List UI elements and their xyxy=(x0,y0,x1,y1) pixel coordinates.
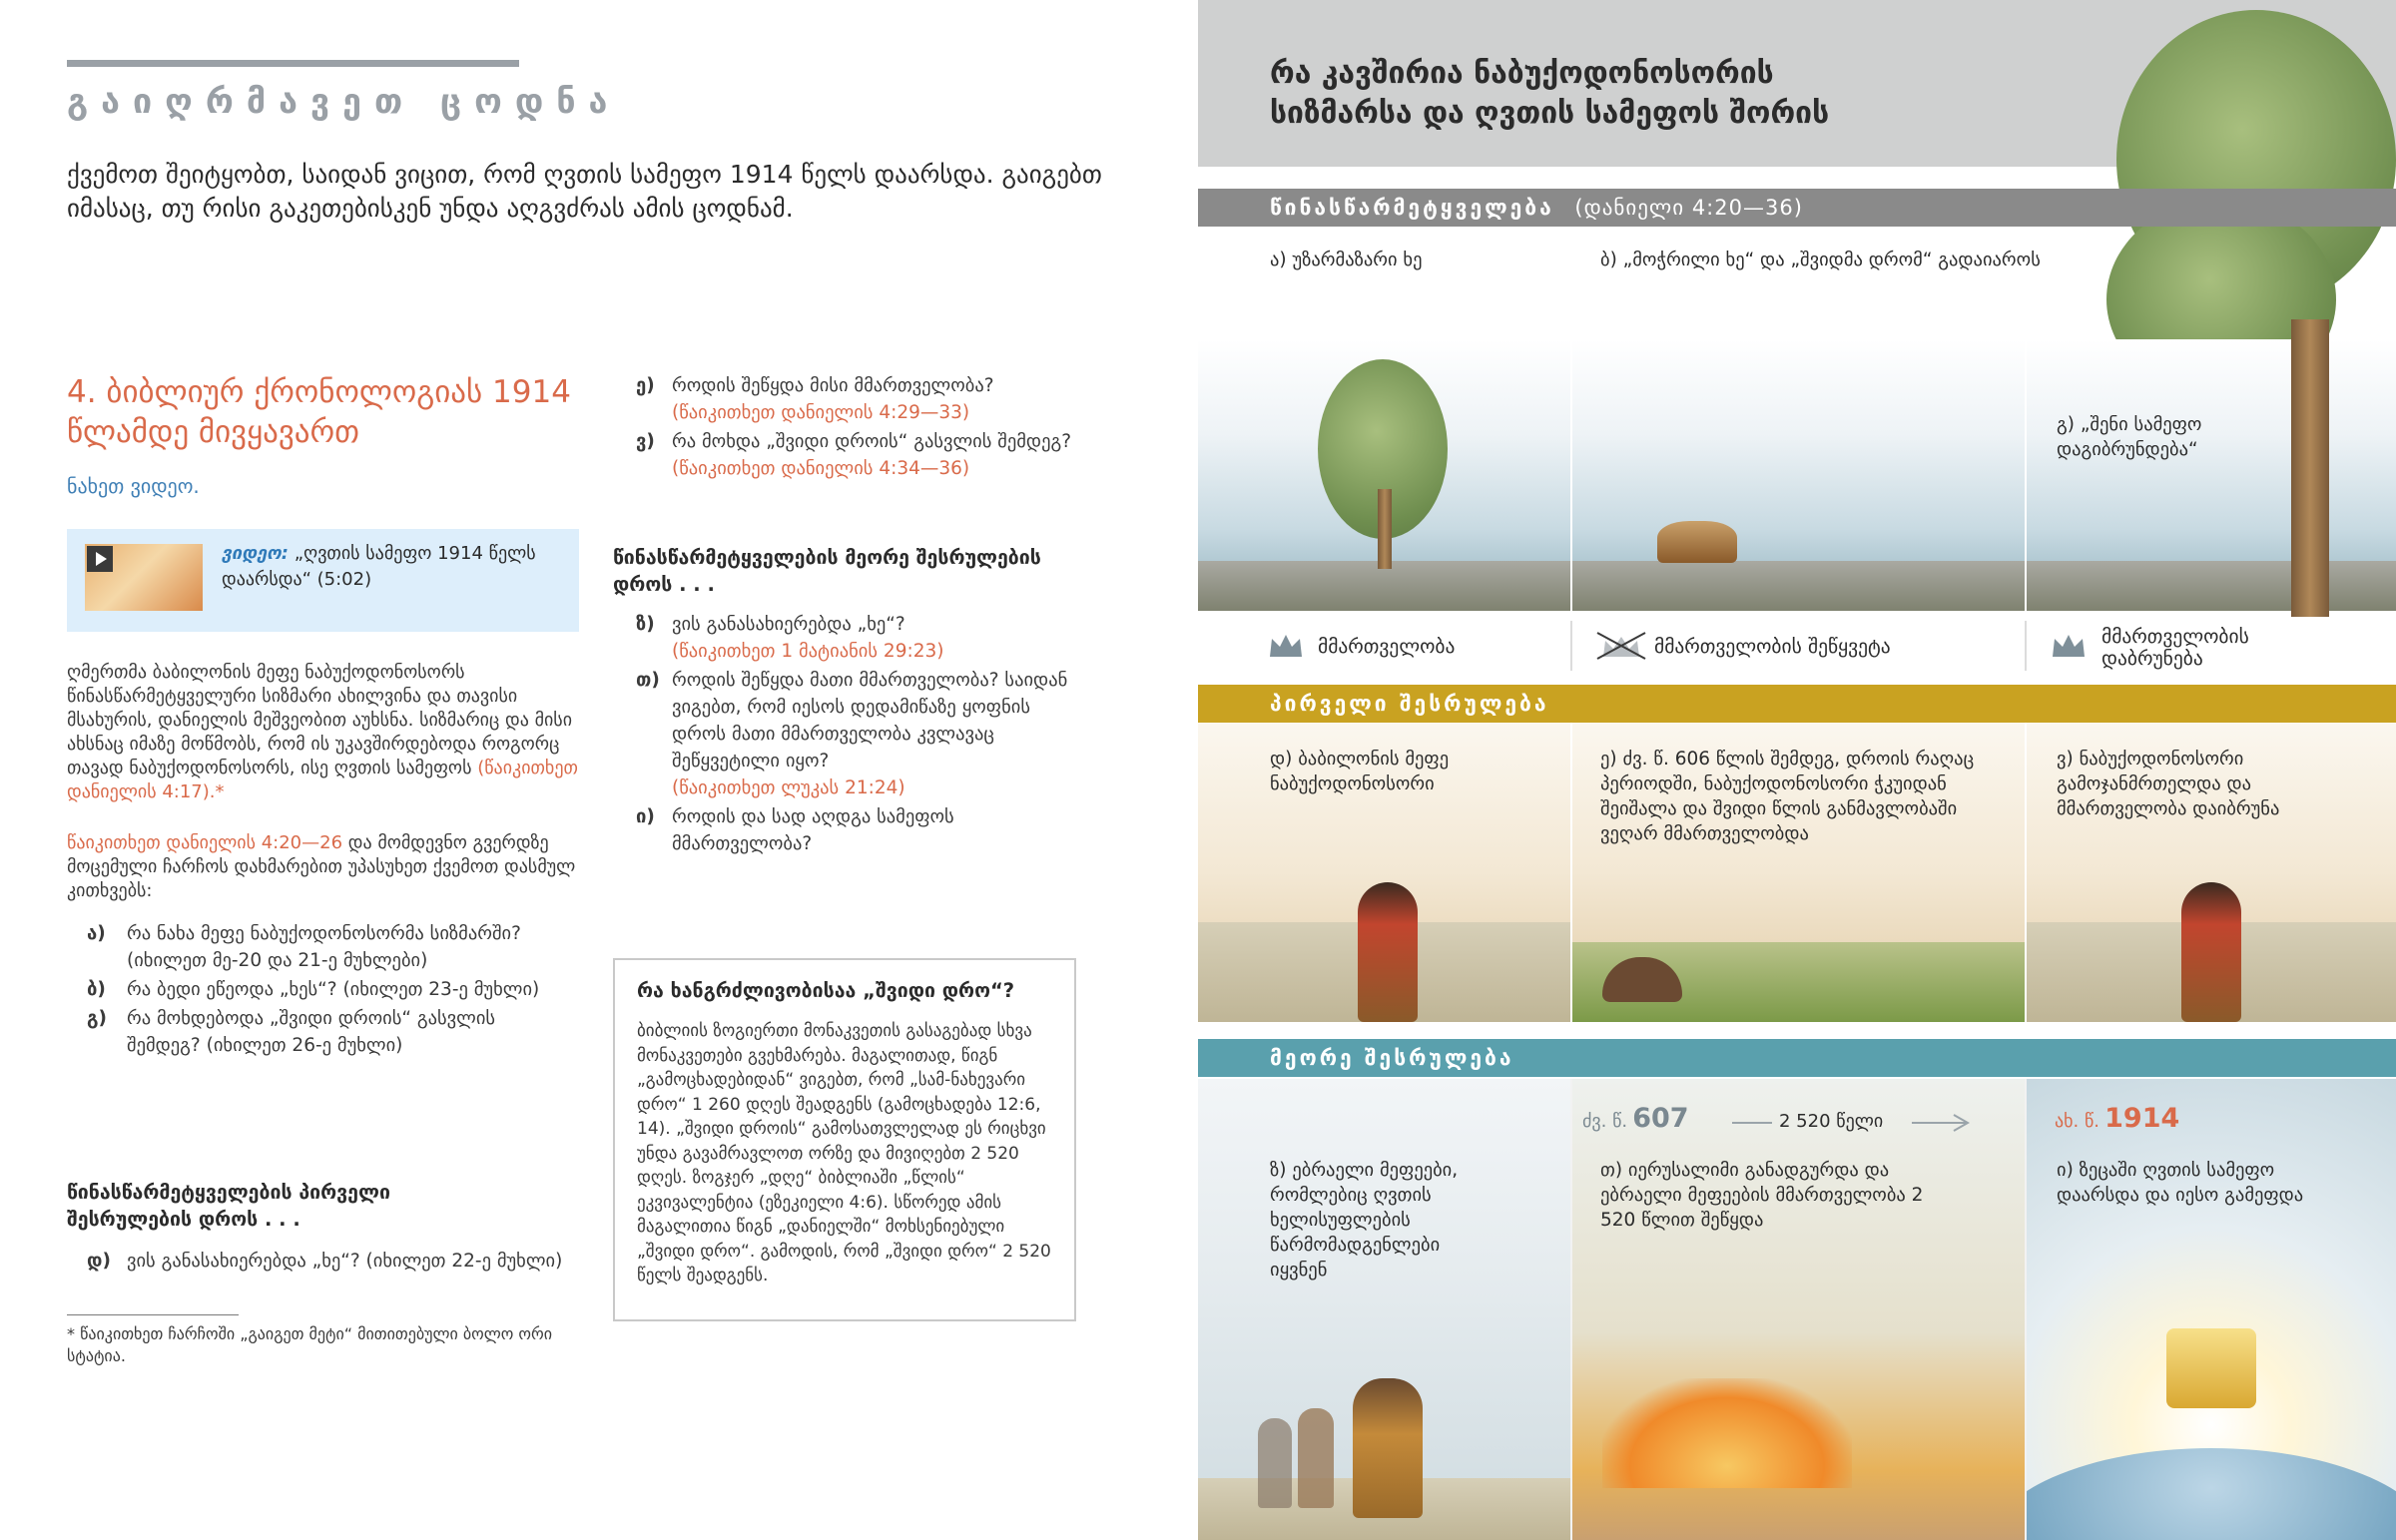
band-prophecy xyxy=(1198,189,2396,227)
scene-restored-tree xyxy=(2027,339,2396,611)
prophecy-c-label: გ) „შენი სამეფო დაგიბრუნდება“ xyxy=(2057,414,2202,460)
question-item xyxy=(87,976,566,1003)
band-first-fulfillment xyxy=(1198,685,2396,723)
first-v-label: ვ) ნაბუქოდონოსორი გამოჯანმრთელდა და მმართველობა დაიბრუნა xyxy=(2057,749,2280,819)
crossed-crown-icon xyxy=(1595,631,1647,661)
ground xyxy=(2027,561,2396,611)
question-body xyxy=(672,611,943,665)
video-label: ვიდეო: xyxy=(222,543,289,564)
question-text: როდის შეწყდა მისი მმართველობა? xyxy=(672,375,994,396)
year-1914 xyxy=(2055,1103,2179,1134)
tree-trunk xyxy=(2291,339,2329,611)
question-text: როდის შეწყდა მათი მმართველობა? საიდან ვიგებთ, რომ იესოს დედამიწაზე ყოფნის დროს მათი მმართველობა კვლავაც შეწყვეტილი იყო? xyxy=(672,670,1068,771)
tree-trunk xyxy=(1378,489,1392,569)
timeline-arrow-icon xyxy=(1732,1113,1972,1133)
band-ref: (დანიელი 4:20—36) xyxy=(1574,196,1803,220)
scripture-link[interactable]: (წაიკითხეთ დანიელის 4:34—36) xyxy=(672,458,970,479)
scripture-link[interactable]: (წაიკითხეთ 1 მატიანის 29:23) xyxy=(672,641,944,662)
stump-illustration xyxy=(1657,521,1737,563)
crown-icon xyxy=(2051,633,2087,659)
footnote-divider xyxy=(67,1314,239,1315)
first-e-label: ე) ძვ. წ. 606 წლის შემდეგ, დროის რაღაც პერიოდში, ნაბუქოდონოსორი ჭკუიდან შეიშალა და შვიდი წლის განმავლობაში ვეღარ მმართველობდა xyxy=(1600,749,1975,844)
divider xyxy=(2025,621,2027,671)
chart-title-line: რა კავშირია ნაბუქოდონოსორის xyxy=(1270,56,1774,91)
scripture-link[interactable]: (წაიკითხეთ დანიელის 4:29—33) xyxy=(672,402,970,423)
video-title[interactable]: „ღვთის სამეფო 1914 წელს დაარსდა“ (5:02) xyxy=(222,543,536,590)
prophecy-b-label: ბ) „მოჭრილი ხე“ და „შვიდმა დრომ“ გადაიაროს xyxy=(1600,250,2041,270)
intro-text: ქვემოთ შეიტყობთ, საიდან ვიცით, რომ ღვთის სამეფო 1914 წელს დაარსდა. გაიგებთ იმასაც, თუ რისი გაკეთებისკენ უნდა აღგვძრას ამის ცოდნამ. xyxy=(67,160,1102,223)
first-d-label: დ) ბაბილონის მეფე ნაბუქოდონოსორი xyxy=(1270,749,1450,794)
year-607 xyxy=(1582,1103,1689,1134)
question-key: დ) xyxy=(87,1251,111,1272)
scene-jewish-kings xyxy=(1198,1079,1570,1540)
crown-label-interrupted: მმართველობის შეწყვეტა xyxy=(1654,635,1891,658)
question-text: ვის განასახიერებდა „ხე“? (იხილეთ 22-ე მუხლი) xyxy=(127,1251,563,1272)
earlier-king-figure xyxy=(1258,1418,1292,1508)
earlier-king-figure xyxy=(1298,1408,1334,1508)
scripture-link[interactable]: წაიკითხეთ დანიელის 4:20—26 xyxy=(67,832,343,853)
span-label: 2 520 წელი xyxy=(1779,1111,1884,1132)
crown-icon xyxy=(1268,633,1304,659)
king-figure xyxy=(1358,882,1418,1022)
watch-video-link[interactable]: ნახეთ ვიდეო. xyxy=(67,474,200,498)
question-text: რა მოხდა „შვიდი დროის“ გასვლის შემდეგ? xyxy=(672,431,1072,452)
question-text: რა ნახა მეფე ნაბუქოდონოსორმა სიზმარში? (იხილეთ მე-20 და 21-ე მუხლები) xyxy=(127,923,521,971)
year-value: 1914 xyxy=(2104,1103,2180,1134)
paragraph-2 xyxy=(67,831,581,903)
crown-label-rule: მმართველობა xyxy=(1318,635,1456,658)
play-icon[interactable] xyxy=(87,546,113,572)
video-caption[interactable] xyxy=(222,541,571,593)
band-label: პირველი შესრულება xyxy=(1270,692,1549,716)
king-on-throne-figure xyxy=(1353,1378,1423,1518)
paragraph-1 xyxy=(67,661,581,804)
band-label: მეორე შესრულება xyxy=(1270,1046,1514,1070)
question-key: ი) xyxy=(636,806,655,827)
info-box-body: ბიბლიის ზოგიერთი მონაკვეთის გასაგებად სხვა მონაკვეთები გვეხმარება. მაგალითად, წიგნ „გამოცხადებიდან“ ვიგებთ, რომ „სამ-ნახევარი დრო“ 1 260 დღეს შეადგენს (გამოცხადება 12:6, 14). „შვიდი დროის“ გამოსათვლელად ეს რიცხვი უნდა გავამრავლოთ ორზე და მივიღებთ 2 520 დღეს. ზოგჯერ „დღე“ ბიბლიაში „წლის“ ეკვივალენტია (ეზეკიელი 4:6). სწორედ ამის მაგალითია წიგნ „დანიელში“ მოხსენიებული „შვიდი დრო“. გამოდის, რომ „შვიდი დრო“ 2 520 წელს შეადგენს. xyxy=(637,1021,1051,1285)
question-body xyxy=(672,667,1075,801)
question-item xyxy=(636,372,1075,426)
chart-title xyxy=(1270,54,1969,134)
band-text xyxy=(1270,196,1803,220)
question-item xyxy=(87,920,566,974)
section-rule xyxy=(67,60,519,67)
question-text: როდის და სად აღდგა სამეფოს მმართველობა? xyxy=(672,806,954,854)
question-key: ე) xyxy=(636,375,655,396)
question-key: ა) xyxy=(87,923,106,944)
year-value: 607 xyxy=(1632,1103,1689,1134)
scene-great-tree xyxy=(1198,339,1570,611)
question-list xyxy=(87,920,566,1061)
question-key: ზ) xyxy=(636,614,655,635)
earth-illustration xyxy=(2027,1448,2396,1540)
info-box-title: რა ხანგრძლივობისაა „შვიდი დრო“? xyxy=(637,979,1015,1002)
scene-jerusalem-destroyed xyxy=(1572,1079,2025,1540)
throne-illustration xyxy=(2166,1328,2256,1408)
paragraph-2-text: და მომდევნო გვერდზე მოცემული ჩარჩოს დახმარებით უპასუხეთ ქვემოთ დასმულ კითხვებს: xyxy=(67,832,576,901)
paragraph-1-text: ღმერთმა ბაბილონის მეფე ნაბუქოდონოსორს წინასწარმეტყველური სიზმარი ახილვინა და თავისი მსახურის, დანიელის მეშვეობით აუხსნა. სიზმარიც და მისი ახსნაც იმაზე მოწმობს, რომ ის უკავშირდებოდა როგორც თავად ნაბუქოდონოსორს, ისე ღვთის სამეფოს xyxy=(67,662,573,778)
question-item xyxy=(87,1005,566,1059)
second-t-label: თ) იერუსალიმი განადგურდა და ებრაელი მეფეების მმართველობა 2 520 წლით შეწყდა xyxy=(1600,1160,1924,1231)
question-key: თ) xyxy=(636,670,660,691)
question-text: რა ბედი ეწეოდა „ხეს“? (იხილეთ 23-ე მუხლი) xyxy=(127,979,540,1000)
divider xyxy=(1570,621,1572,671)
king-figure xyxy=(2181,882,2241,1022)
question-text: რა მოხდებოდა „შვიდი დროის“ გასვლის შემდეგ? (იხილეთ 26-ე მუხლი) xyxy=(127,1008,496,1056)
crown-label-restored: მმართველობის დაბრუნება xyxy=(2101,625,2249,670)
scripture-link[interactable]: (წაიკითხეთ ლუკას 21:24) xyxy=(672,777,905,798)
divider xyxy=(1570,1079,1572,1540)
band-label: წინასწარმეტყველება xyxy=(1270,196,1554,220)
question-key: ვ) xyxy=(636,431,655,452)
year-prefix: ძვ. წ. xyxy=(1582,1111,1628,1132)
scripture-link[interactable]: (წაიკითხეთ დანიელის 4:17).* xyxy=(67,758,578,802)
band-second-fulfillment xyxy=(1198,1039,2396,1077)
question-body xyxy=(672,372,994,426)
scene-kingdom-heaven xyxy=(2027,1079,2396,1540)
chart-title-line: სიზმარსა და ღვთის სამეფოს შორის xyxy=(1270,96,1830,131)
question-list xyxy=(87,1248,566,1277)
question-item xyxy=(636,428,1075,482)
question-text: ვის განასახიერებდა „ხე“? xyxy=(672,614,905,635)
divider xyxy=(2025,1079,2027,1540)
question-key: გ) xyxy=(87,1008,107,1029)
question-list-mid xyxy=(636,372,1075,484)
section-title: 4. ბიბლიურ ქრონოლოგიას 1914 წლამდე მივყავართ xyxy=(67,374,571,450)
second-i-label: ი) ზეცაში ღვთის სამეფო დაარსდა და იესო გამეფდა xyxy=(2057,1160,2304,1206)
question-key: ბ) xyxy=(87,979,106,1000)
subhead-second-fulfillment: წინასწარმეტყველების მეორე შესრულების დროს . . . xyxy=(613,546,1041,596)
section-label: გაიღრმავეთ ცოდნა xyxy=(67,82,621,122)
question-item xyxy=(636,667,1075,801)
question-item xyxy=(636,611,1075,665)
question-body xyxy=(672,428,1071,482)
footnote: * წაიკითხეთ ჩარჩოში „გაიგეთ მეტი“ მითითებული ბოლო ორი სტატია. xyxy=(67,1324,552,1365)
question-item xyxy=(636,803,1075,857)
fire-glow xyxy=(1602,1378,1852,1488)
prophecy-a-label: ა) უზარმაზარი ხე xyxy=(1270,250,1423,270)
scene-cut-tree xyxy=(1572,339,2025,611)
year-prefix: ახ. წ. xyxy=(2055,1111,2100,1132)
question-list-mid2 xyxy=(636,611,1075,859)
question-item xyxy=(87,1248,566,1275)
ground xyxy=(1572,561,2025,611)
subhead-first-fulfillment: წინასწარმეტყველების პირველი შესრულების დროს . . . xyxy=(67,1181,390,1231)
second-z-label: ზ) ებრაელი მეფეები, რომლებიც ღვთის ხელისუფლების წარმომადგენლები იყვნენ xyxy=(1270,1160,1459,1281)
